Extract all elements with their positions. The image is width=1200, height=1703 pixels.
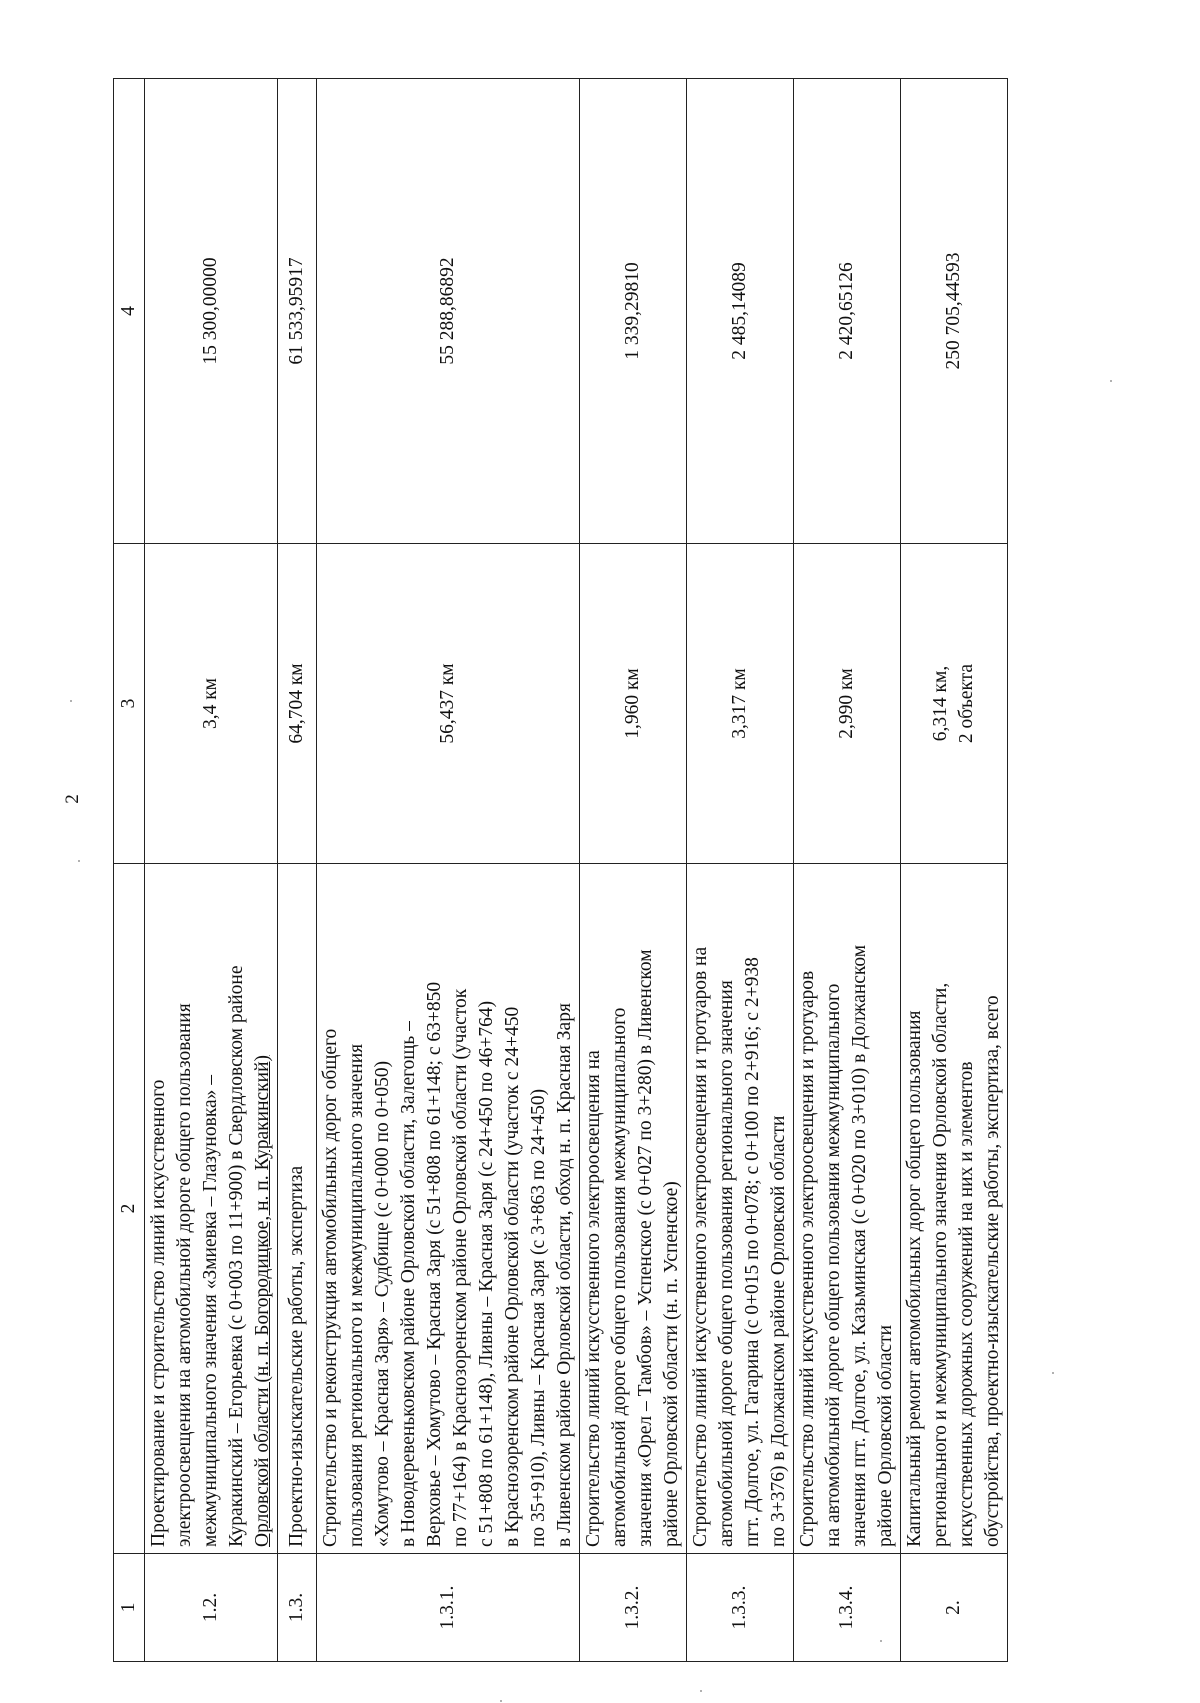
table-row [580, 79, 687, 1662]
row-amount: 15 300,00000 [145, 79, 278, 544]
description-line: Проектно-изыскательские работы, экспертиза [286, 1165, 307, 1547]
description-line: на автомобильной дороге общего пользования межмуниципального [823, 983, 844, 1547]
description-line: по 77+164) в Краснозоренском районе Орловской области (участок [450, 988, 471, 1547]
description-line: в Ливенском районе Орловской области, обход н. п. Красная Заря [554, 1003, 575, 1547]
page-number: 2 [61, 794, 83, 804]
row-amount: 250 705,44593 [901, 79, 1008, 544]
scan-speck [1052, 1372, 1054, 1374]
description-line: Строительство линий искусственного электроосвещения и тротуаров на [690, 946, 711, 1547]
scan-speck [500, 1700, 502, 1702]
description-line: Верховье – Хомутово – Красная Заря (с 51+808 по 61+148; с 63+850 [424, 981, 445, 1547]
row-capacity [901, 544, 1008, 864]
row-description [317, 864, 580, 1554]
row-capacity [794, 544, 901, 864]
row-number: 1.3.4. [794, 1554, 901, 1662]
description-line: Проектирование и строительство линий искусственного [148, 1079, 169, 1547]
row-amount: 1 339,29810 [580, 79, 687, 544]
description-line: Куракинский – Егорьевка (с 0+003 по 11+900) в Свердловском районе [226, 965, 247, 1547]
row-number: 1.2. [145, 1554, 278, 1662]
description-line: регионального и межмуниципального значения Орловской области, [930, 982, 951, 1547]
description-line: автомобильной дороге общего пользования межмуниципального [609, 1007, 630, 1547]
capacity-line: 64,704 км [286, 663, 307, 744]
description-line: обустройства, проектно-изыскательские работы, экспертиза, всего [982, 995, 1003, 1547]
header-col-1: 1 [114, 1554, 145, 1662]
row-description [278, 864, 317, 1554]
description-line: Орловской области (н. п. Богородицкое, н. п. Куракинский) [252, 1055, 273, 1547]
description-line: значения «Орел – Тамбов» – Успенское (с 0+027 по 3+280) в Ливенском [635, 949, 656, 1547]
capacity-line: 56,437 км [437, 663, 458, 744]
table-row [794, 79, 901, 1662]
header-col-2: 2 [114, 864, 145, 1554]
table-header-row [114, 79, 145, 1662]
description-line: в Новодеревеньковском районе Орловской области, Залегощь – [398, 1021, 419, 1547]
capacity-line: 6,314 км, [930, 665, 951, 742]
row-number: 1.3.3. [687, 1554, 794, 1662]
description-line: в Краснозоренском районе Орловской области (участок с 24+450 [502, 1006, 523, 1547]
table-row [145, 79, 278, 1662]
row-number: 2. [901, 1554, 1008, 1662]
description-line: по 3+376) в Должанском районе Орловской области [768, 1115, 789, 1547]
description-line: районе Орловской области [875, 1324, 896, 1547]
scan-speck [1110, 380, 1112, 382]
scan-speck [700, 1690, 702, 1692]
row-capacity [687, 544, 794, 864]
row-number: 1.3.1. [317, 1554, 580, 1662]
scan-speck [880, 1640, 882, 1642]
description-line: с 51+808 по 61+148), Ливны – Красная Заря (с 24+450 по 46+764) [476, 1000, 497, 1547]
description-line: электроосвещения на автомобильной дороге общего пользования [174, 1003, 195, 1547]
capacity-line: 3,317 км [729, 668, 750, 739]
scan-speck [78, 860, 80, 862]
row-description [901, 864, 1008, 1554]
description-line: по 35+910), Ливны – Красная Заря (с 3+863 по 24+450) [528, 1088, 549, 1547]
description-line: искусственных дорожных сооружений на них и элементов [956, 1061, 977, 1547]
description-line: пгт. Долгое, ул. Гагарина (с 0+015 по 0+078; с 0+100 по 2+916; с 2+938 [742, 957, 763, 1547]
table-row [317, 79, 580, 1662]
row-amount: 55 288,86892 [317, 79, 580, 544]
header-col-4: 4 [114, 79, 145, 544]
description-line: Строительство и реконструкция автомобильных дорог общего [320, 1028, 341, 1547]
capacity-line: 3,4 км [200, 677, 221, 730]
row-amount: 61 533,95917 [278, 79, 317, 544]
description-line: межмуниципального значения «Змиевка – Глазуновка» – [200, 1074, 221, 1547]
table-row [901, 79, 1008, 1662]
scan-speck [70, 700, 72, 702]
row-description [145, 864, 278, 1554]
description-line: пользования регионального и межмуниципального значения [346, 1043, 367, 1547]
row-capacity [580, 544, 687, 864]
row-capacity [145, 544, 278, 864]
objects-table [113, 78, 1008, 1662]
capacity-line: 2 объекта [956, 663, 977, 744]
description-line: Капитальный ремонт автомобильных дорог общего пользования [904, 1010, 925, 1547]
description-line: Строительство линий искусственного электроосвещения на [583, 1050, 604, 1547]
header-col-3: 3 [114, 544, 145, 864]
capacity-line: 1,960 км [622, 668, 643, 739]
row-description [580, 864, 687, 1554]
table-row [278, 79, 317, 1662]
row-amount: 2 420,65126 [794, 79, 901, 544]
row-description [687, 864, 794, 1554]
description-line: «Хомутово – Красная Заря» – Судбище (с 0+000 по 0+050) [372, 1060, 393, 1547]
description-line: Строительство линий искусственного электроосвещения и тротуаров [797, 970, 818, 1547]
table-row [687, 79, 794, 1662]
capacity-line: 2,990 км [836, 668, 857, 739]
rotated-table-container [113, 79, 1200, 1662]
description-line: автомобильной дороге общего пользования регионального значения [716, 980, 737, 1547]
row-number: 1.3. [278, 1554, 317, 1662]
description-line: значения пгт. Долгое, ул. Казьминская (с 0+020 по 3+010) в Должанском [849, 944, 870, 1547]
row-capacity [317, 544, 580, 864]
row-capacity [278, 544, 317, 864]
row-amount: 2 485,14089 [687, 79, 794, 544]
row-number: 1.3.2. [580, 1554, 687, 1662]
description-line: районе Орловской области (н. п. Успенское) [661, 1181, 682, 1547]
row-description [794, 864, 901, 1554]
